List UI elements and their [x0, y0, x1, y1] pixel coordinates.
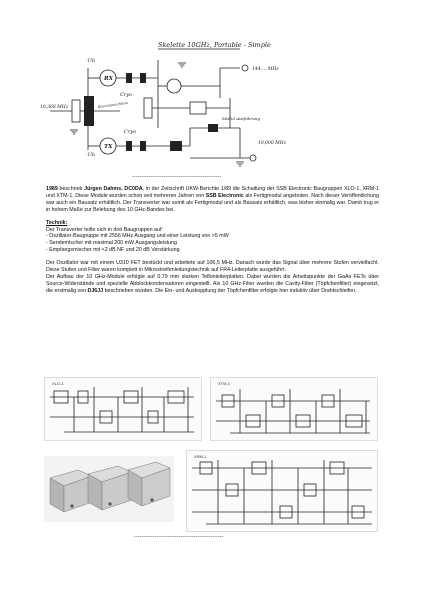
paragraph-groups: Der Transverter teilte sich in drei Baugruppen auf:	[46, 226, 163, 233]
tx-filter-1	[126, 141, 132, 151]
circulator-block	[84, 96, 94, 126]
block-label: Modul Ausführung	[222, 116, 260, 121]
input-block	[72, 100, 80, 122]
callsign: DJ6JJ	[87, 287, 104, 294]
list-item: - Sendemischer mit maximal 200 mW Ausgangsleistung	[46, 240, 178, 247]
schematic-c-label: XRM-1	[194, 454, 207, 459]
technik-heading: Technik:	[46, 219, 68, 226]
ground-symbols	[70, 63, 244, 166]
paragraph-intro	[46, 186, 379, 214]
schematic-xtm	[210, 377, 378, 441]
author-name: Jürgen Dahms, DC0DA	[84, 186, 143, 192]
modules-photo	[44, 456, 174, 522]
neg-bias-top-label: -Ub	[86, 58, 96, 64]
year: 1989	[46, 186, 58, 192]
rx-label: RX	[104, 76, 113, 82]
schematic-title: Skelette 10GHz, Portable - Simple	[158, 41, 271, 49]
tx-filter-3	[170, 141, 182, 151]
company-name: SSB Electronic	[205, 192, 244, 199]
freq-input-label: 10,368 MHz	[40, 105, 69, 110]
intro-text-2: , in der Zeitschrift UKW-Berichte 1/89 die Schaltung der SSB Electronic Baugruppen XLO-1, XRM-1 und XTM-1. Diese Module wurden schon seit mehreren Jahren von	[46, 186, 379, 199]
intro-text-3: als Fertigmodul angeboten. Nach dieser Veröffentlichung war auch ein Bausatz erhältlich. Der Transverter war somit als Fertigmodul und als Bausatz erhältlich, was bisher einmalig war. Damit trug er in hohem Maße zur Belebung des 10 GHz-Bandes bei.	[46, 192, 379, 213]
freq-right-label: 144,... MHz	[252, 67, 279, 72]
construction-text-2: beschrieben wurden. Die Ein- und Auskopplung der Töpfchenfilter erfolgte hier induktiv über Drahtschleifen.	[103, 287, 357, 294]
tx-label: TX	[104, 144, 113, 150]
cryo-top-label: Cryo	[120, 92, 133, 98]
schematic-b-label: XTM-1	[218, 381, 230, 386]
rx-filter-2	[140, 73, 146, 83]
list-item: - Oszillator-Baugruppe mit 2556 MHz Ausgang und einer Leistung von >5 mW	[46, 233, 229, 240]
intro-text-1: beschrieb	[57, 186, 85, 192]
construction-text-1: Der Aufbau der 10 GHz-Module erfolgte auf 0,79 mm starken Teflonleiterplatten. Dabei wurden die Arbeitspunkte der GaAs FETs über Source-Widerstände und spezielle Abblockkondensatoren eingestellt. Als 10 GHz-Filter wurden die Cavity-Filter (Töpfchenfilter) eingesetzt, die erstmalig von	[46, 273, 379, 294]
tx-output-section	[190, 124, 256, 161]
list-item: - Empfangsmischer mit <2 dB NF und 20 dB Verstärkung	[46, 247, 180, 254]
separator-top: ------------------------------------------------	[132, 174, 222, 180]
tx-filter-2	[140, 141, 146, 151]
article-body	[46, 186, 379, 295]
paragraph-oscillator: Der Oszillator war mit einem U310 FET bestückt und arbeitete auf 106,5 MHz. Danach wurde das Signal über mehrere Stufen vervielfacht. Diese Stufen und Filter waren komplett in Mikrostreifenleitungstechnik auf FR4-Leiterplatte ausgeführt.	[46, 260, 379, 274]
schematic-xlo	[44, 377, 202, 441]
freq-bottom-right-label: 10,000 MHz	[258, 141, 287, 146]
separator-bottom: ------------------------------------------------	[134, 534, 224, 540]
paragraph-construction	[46, 274, 379, 295]
schematic-xrm	[186, 450, 378, 532]
cryo-bottom-label: Cryo	[124, 129, 137, 135]
top-schematic	[40, 38, 380, 173]
schematic-a-label: XLO-1	[52, 381, 64, 386]
circulator-label: Koaxialanschluss	[97, 100, 129, 109]
module-list	[46, 233, 379, 254]
neg-bias-bottom-label: -Ub	[86, 152, 96, 158]
rx-filter-1	[126, 73, 132, 83]
